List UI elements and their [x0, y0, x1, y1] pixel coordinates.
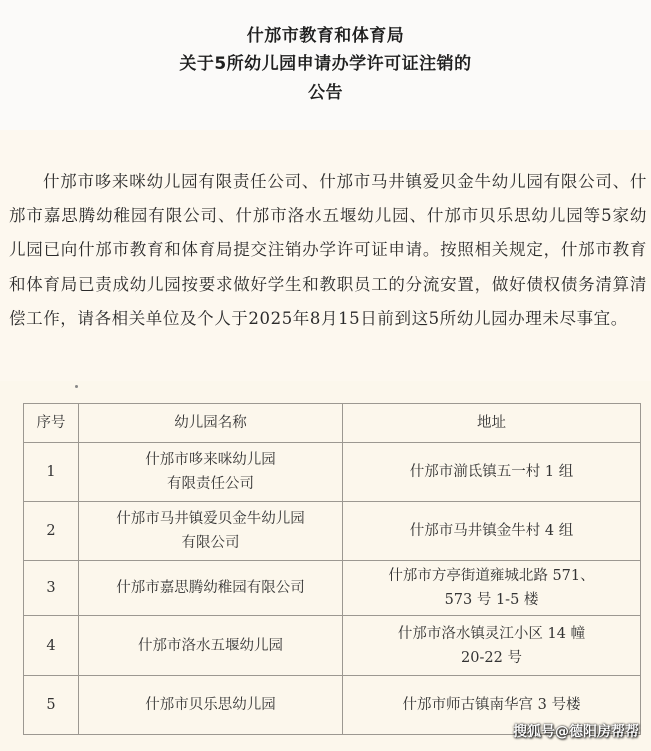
name-line: 什邡市嘉思腾幼稚园有限公司 — [116, 580, 305, 596]
name-line: 什邡市洛水五堰幼儿园 — [138, 637, 283, 654]
announcement-header — [0, 0, 651, 130]
name-line: 什邡市哆来咪幼儿园 — [145, 452, 276, 468]
cell-address — [343, 502, 641, 561]
cell-address — [343, 443, 641, 502]
cell-name — [79, 616, 343, 676]
table-row — [24, 502, 641, 561]
announcement-title: 关于5所幼儿园申请办学许可证注销的 — [179, 54, 472, 74]
cell-address — [343, 616, 641, 676]
cell-no: 2 — [24, 502, 79, 561]
name-line: 有限责任公司 — [167, 476, 254, 492]
address-line: 什邡市师古镇南华宫 3 号楼 — [402, 697, 581, 713]
cell-no: 3 — [24, 561, 79, 616]
address-line: 573 号 1-5 楼 — [444, 592, 539, 608]
issuer-title: 什邡市教育和体育局 — [246, 26, 405, 46]
decorative-dot — [75, 385, 78, 388]
cell-no: 5 — [24, 676, 79, 735]
announcement-body: 什邡市哆来咪幼儿园有限责任公司、什邡市马井镇爱贝金牛幼儿园有限公司、什邡市嘉思腾幼稚园有限公司、什邡市洛水五堰幼儿园、什邡市贝乐思幼儿园等5家幼儿园已向什邡市教育和体育局提交注销办学许可证申请。按照相关规定，什邡市教育和体育局已责成幼儿园按要求做好学生和教职员工的分流安置，做好债权债务清算清偿工作，请各相关单位及个人于2025年8月15日前到这5所幼儿园办理未尽事宜。 — [9, 172, 647, 328]
cell-no: 1 — [24, 443, 79, 502]
cell-name — [79, 561, 343, 616]
address-line: 20-22 号 — [461, 649, 522, 666]
kindergarten-table — [23, 403, 641, 735]
table-header-row — [24, 404, 641, 443]
cell-address — [343, 561, 641, 616]
cell-name — [79, 443, 343, 502]
cell-name — [79, 676, 343, 735]
cell-name — [79, 502, 343, 561]
address-line: 什邡市马井镇金牛村 4 组 — [409, 523, 574, 539]
announcement-subtitle: 公告 — [308, 83, 343, 103]
name-line: 什邡市马井镇爱贝金牛幼儿园 — [116, 511, 305, 527]
address-line: 什邡市方亭街道雍城北路 571、 — [388, 568, 595, 584]
table-row — [24, 616, 641, 676]
table-row — [24, 443, 641, 502]
header-name: 幼儿园名称 — [79, 404, 343, 443]
address-line: 什邡市洛水镇灵江小区 14 幢 — [397, 625, 586, 642]
address-line: 什邡市湔氐镇五一村 1 组 — [409, 464, 574, 480]
header-no: 序号 — [24, 404, 79, 443]
name-line: 什邡市贝乐思幼儿园 — [145, 697, 276, 713]
source-watermark: 搜狐号@德阳房帮帮 — [513, 724, 639, 740]
name-line: 有限公司 — [181, 535, 240, 551]
header-address: 地址 — [343, 404, 641, 443]
table-row — [24, 561, 641, 616]
cell-no: 4 — [24, 616, 79, 676]
